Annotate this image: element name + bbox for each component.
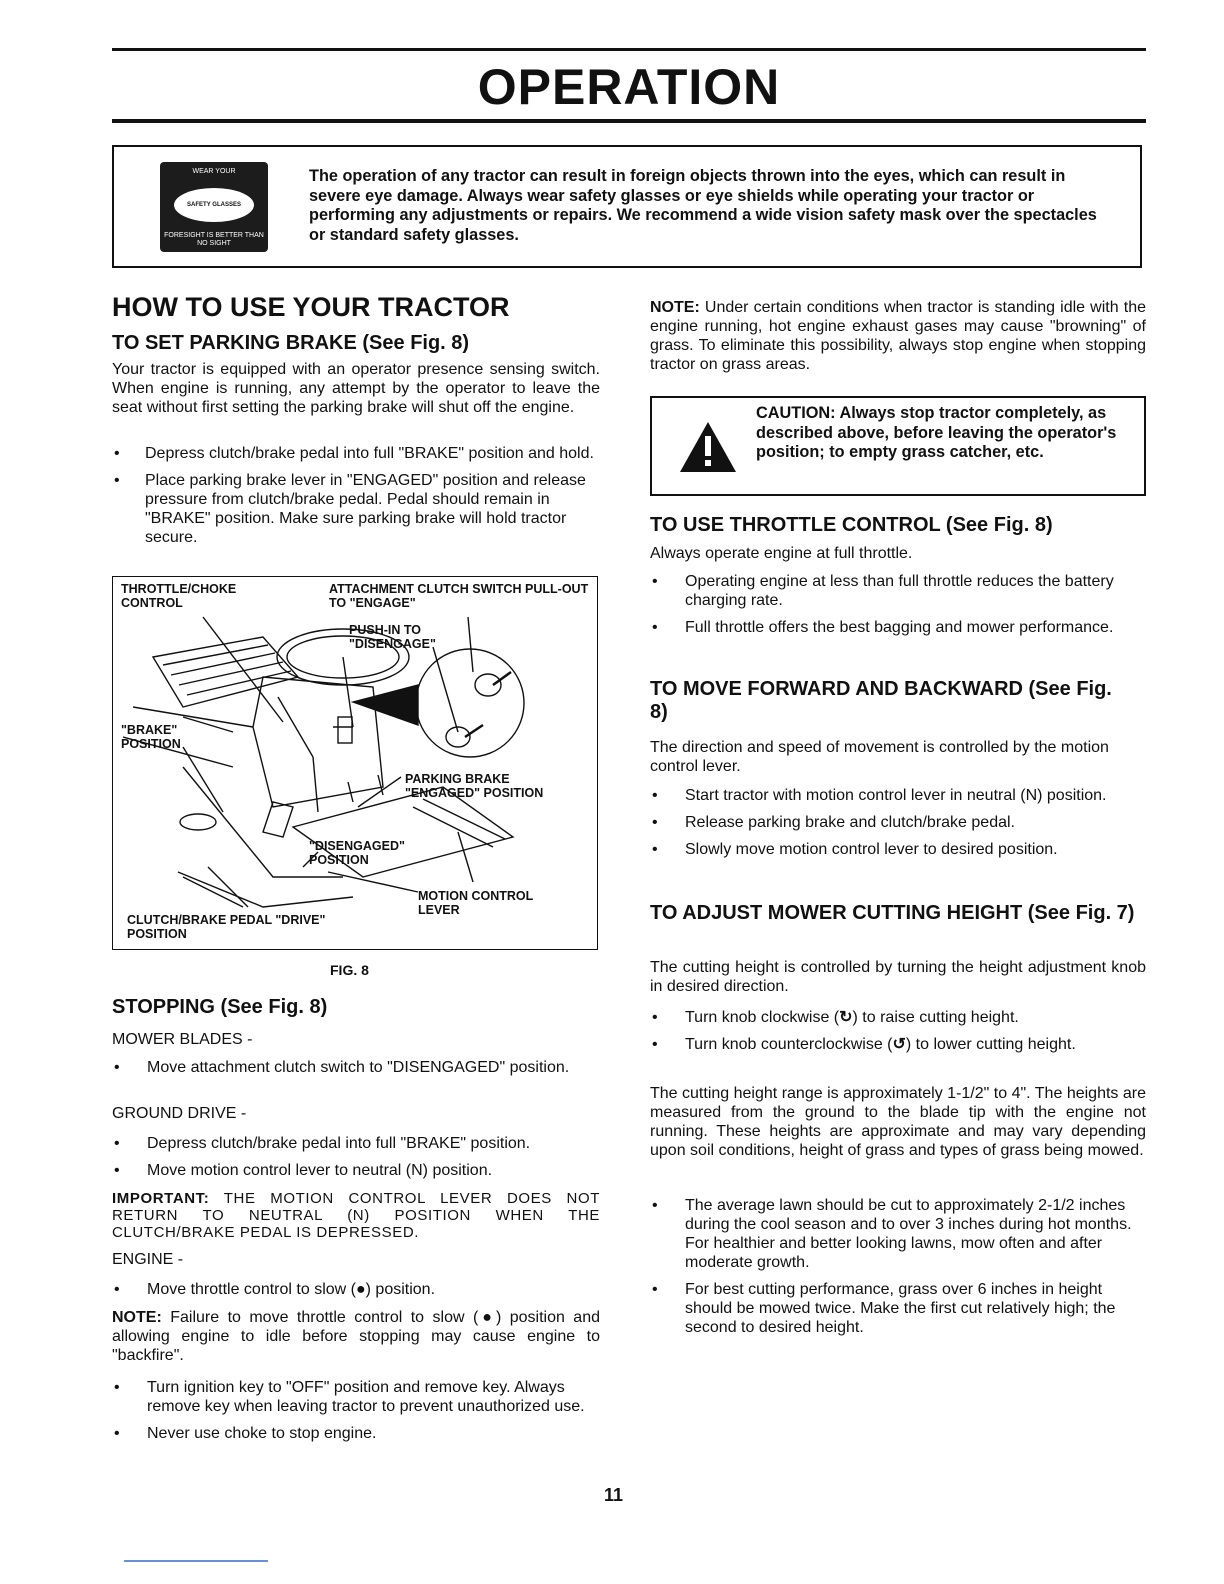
safety-warning-box	[112, 145, 1142, 268]
top-rule	[112, 48, 1146, 51]
list-item: • Start tractor with motion control lever in neutral (N) position.	[650, 786, 1146, 805]
note-label: NOTE:	[112, 1309, 162, 1326]
list-item: • Full throttle offers the best bagging and mower performance.	[650, 618, 1146, 637]
turtle-icon: ●	[355, 1281, 366, 1298]
move-steps	[650, 786, 1146, 867]
title-underline	[112, 119, 1146, 123]
list-item: • Depress clutch/brake pedal into full "BRAKE" position.	[112, 1134, 600, 1153]
label-clutch-brake-pedal: CLUTCH/BRAKE PEDAL "DRIVE" POSITION	[127, 913, 326, 941]
move-title: TO MOVE FORWARD AND BACKWARD (See Fig. 8)	[650, 678, 1112, 723]
label-throttle-choke: THROTTLE/CHOKE CONTROL	[121, 582, 237, 610]
badge-bottom-text: FORESIGHT IS BETTER THAN NO SIGHT	[164, 232, 264, 247]
safety-warning-text: The operation of any tractor can result in foreign objects thrown into the eyes, which can result in severe eye damage. Always wear safety glasses or eye shields while operating your tractor or performing any adjustments or repairs. We recommend a wide vision safety mask over the spectacles or standard safety glasses.	[309, 167, 1097, 244]
mower-blades-label: MOWER BLADES -	[112, 1031, 253, 1048]
turtle-icon: ●	[478, 1309, 496, 1326]
caution-text: CAUTION: Always stop tractor completely, as described above, before leaving the operator's position; to empty grass catcher, etc.	[756, 404, 1117, 461]
parking-brake-steps	[112, 444, 600, 555]
warning-icon	[678, 420, 738, 474]
list-item: • Turn knob clockwise (↻) to raise cutting height.	[650, 1008, 1146, 1027]
important-text: THE MOTION CONTROL LEVER DOES NOT RETURN TO NEUTRAL (N) POSITION WHEN THE CLUTCH/BRAKE PEDAL IS DEPRESSED.	[112, 1190, 600, 1241]
badge-top-text: WEAR YOUR	[192, 168, 236, 175]
glasses-icon: SAFETY GLASSES	[174, 188, 254, 222]
list-item: • For best cutting performance, grass over 6 inches in height should be mowed twice. Make the first cut relatively high; the second to desired height.	[650, 1280, 1146, 1337]
important-note	[112, 1190, 600, 1241]
list-item: • Place parking brake lever in "ENGAGED" position and release pressure from clutch/brake pedal. Pedal should remain in "BRAKE" position. Make sure parking brake will hold tractor secure.	[112, 471, 600, 547]
stopping-title: STOPPING (See Fig. 8)	[112, 996, 328, 1018]
engine-label: ENGINE -	[112, 1251, 184, 1268]
list-item: • Move motion control lever to neutral (N) position.	[112, 1161, 600, 1180]
note-text: Under certain conditions when tractor is standing idle with the engine running, hot engine exhaust gases may cause "browning" of grass. To eliminate this possibility, always stop engine when stopping tractor on grass areas.	[650, 299, 1146, 373]
throttle-title: TO USE THROTTLE CONTROL (See Fig. 8)	[650, 514, 1053, 536]
parking-brake-title: TO SET PARKING BRAKE (See Fig. 8)	[112, 332, 470, 354]
cutting-height-title: TO ADJUST MOWER CUTTING HEIGHT (See Fig. 7)	[650, 902, 1135, 924]
label-attachment-clutch: ATTACHMENT CLUTCH SWITCH PULL-OUT TO "ENGAGE"	[329, 582, 589, 610]
label-parking-brake: PARKING BRAKE "ENGAGED" POSITION	[405, 772, 544, 800]
list-item: • Slowly move motion control lever to desired position.	[650, 840, 1146, 859]
throttle-intro: Always operate engine at full throttle.	[650, 545, 913, 562]
ground-drive-label: GROUND DRIVE -	[112, 1105, 247, 1122]
page-number: 11	[604, 1485, 624, 1505]
throttle-points	[650, 572, 1146, 645]
list-item: • Depress clutch/brake pedal into full "BRAKE" position and hold.	[112, 444, 600, 463]
mower-blades-steps	[112, 1058, 600, 1085]
label-brake-position: "BRAKE" POSITION	[121, 723, 181, 751]
list-item: • Release parking brake and clutch/brake pedal.	[650, 813, 1146, 832]
figure-8-diagram	[112, 576, 598, 950]
caution-box	[650, 396, 1146, 496]
figure-caption: FIG. 8	[330, 962, 369, 978]
list-item: • Turn ignition key to "OFF" position and remove key. Always remove key when leaving tractor to prevent unauthorized use.	[112, 1378, 600, 1416]
cutting-height-intro: The cutting height is controlled by turning the height adjustment knob in desired direction.	[650, 959, 1146, 995]
cutting-height-tips	[650, 1196, 1146, 1345]
note-label: NOTE:	[650, 299, 700, 316]
label-disengaged-position: "DISENGAGED" POSITION	[309, 839, 405, 867]
list-item: • Move throttle control to slow (●) position.	[112, 1280, 600, 1299]
engine-steps-continued	[112, 1378, 600, 1451]
cutting-height-range: The cutting height range is approximately 1-1/2" to 4". The heights are measured from the ground to the blade tip with the engine not running. These heights are approximate and may vary depending upon soil conditions, height of grass and types of grass being mowed.	[650, 1085, 1146, 1159]
safety-glasses-badge	[160, 162, 268, 252]
section-heading: HOW TO USE YOUR TRACTOR	[112, 292, 510, 322]
important-label: IMPORTANT:	[112, 1190, 210, 1207]
list-item: • The average lawn should be cut to approximately 2-1/2 inches during the cool season and to over 3 inches during hot months. For healthier and better looking lawns, mow often and after moderate growth.	[650, 1196, 1146, 1272]
browning-note	[650, 298, 1146, 374]
list-item: • Never use choke to stop engine.	[112, 1424, 600, 1443]
page-title: OPERATION	[477, 59, 781, 115]
ground-drive-steps	[112, 1134, 600, 1188]
cutting-height-steps	[650, 1008, 1146, 1062]
list-item: • Operating engine at less than full throttle reduces the battery charging rate.	[650, 572, 1146, 610]
stopping-note: NOTE: Failure to move throttle control to slow (●) position and allowing engine to idle before stopping may cause engine to "backfire".	[112, 1309, 601, 1364]
footer-underline	[124, 1560, 268, 1562]
engine-steps	[112, 1280, 600, 1307]
counterclockwise-arrow-icon: ↺	[892, 1036, 906, 1053]
list-item: • Move attachment clutch switch to "DISENGAGED" position.	[112, 1058, 600, 1077]
label-motion-control: MOTION CONTROL LEVER	[418, 889, 534, 917]
label-push-in: PUSH-IN TO "DISENGAGE"	[349, 623, 436, 651]
clockwise-arrow-icon: ↻	[839, 1009, 853, 1026]
move-intro: The direction and speed of movement is controlled by the motion control lever.	[650, 739, 1109, 775]
list-item: • Turn knob counterclockwise (↺) to lower cutting height.	[650, 1035, 1146, 1054]
parking-brake-intro: Your tractor is equipped with an operator presence sensing switch. When engine is running, any attempt by the operator to leave the seat without first setting the parking brake will shut off the engine.	[112, 361, 600, 416]
